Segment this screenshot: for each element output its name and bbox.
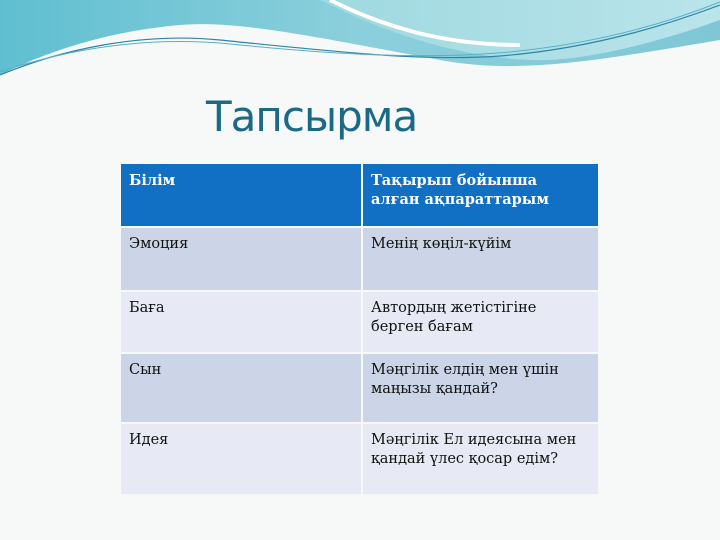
table-header-row xyxy=(121,164,598,226)
table-cell: Баға xyxy=(121,292,361,352)
table-cell: Автордың жетістігіне берген бағам xyxy=(363,292,598,352)
table-cell: Идея xyxy=(121,424,361,494)
header-cell: Білім xyxy=(121,164,361,226)
table-row xyxy=(121,424,598,494)
table-cell: Мәңгілік Ел идеясына мен қандай үлес қосар едім? xyxy=(363,424,598,494)
slide-title: Тапсырма xyxy=(206,92,418,141)
table-cell: Мәңгілік елдің мен үшін маңызы қандай? xyxy=(363,354,598,422)
table-cell: Менің көңіл-күйім xyxy=(363,228,598,290)
table-row xyxy=(121,292,598,352)
task-table xyxy=(119,162,600,496)
table-cell: Эмоция xyxy=(121,228,361,290)
table-row xyxy=(121,228,598,290)
header-cell: Тақырып бойынша алған ақпараттарым xyxy=(363,164,598,226)
table-cell: Сын xyxy=(121,354,361,422)
table-row xyxy=(121,354,598,422)
